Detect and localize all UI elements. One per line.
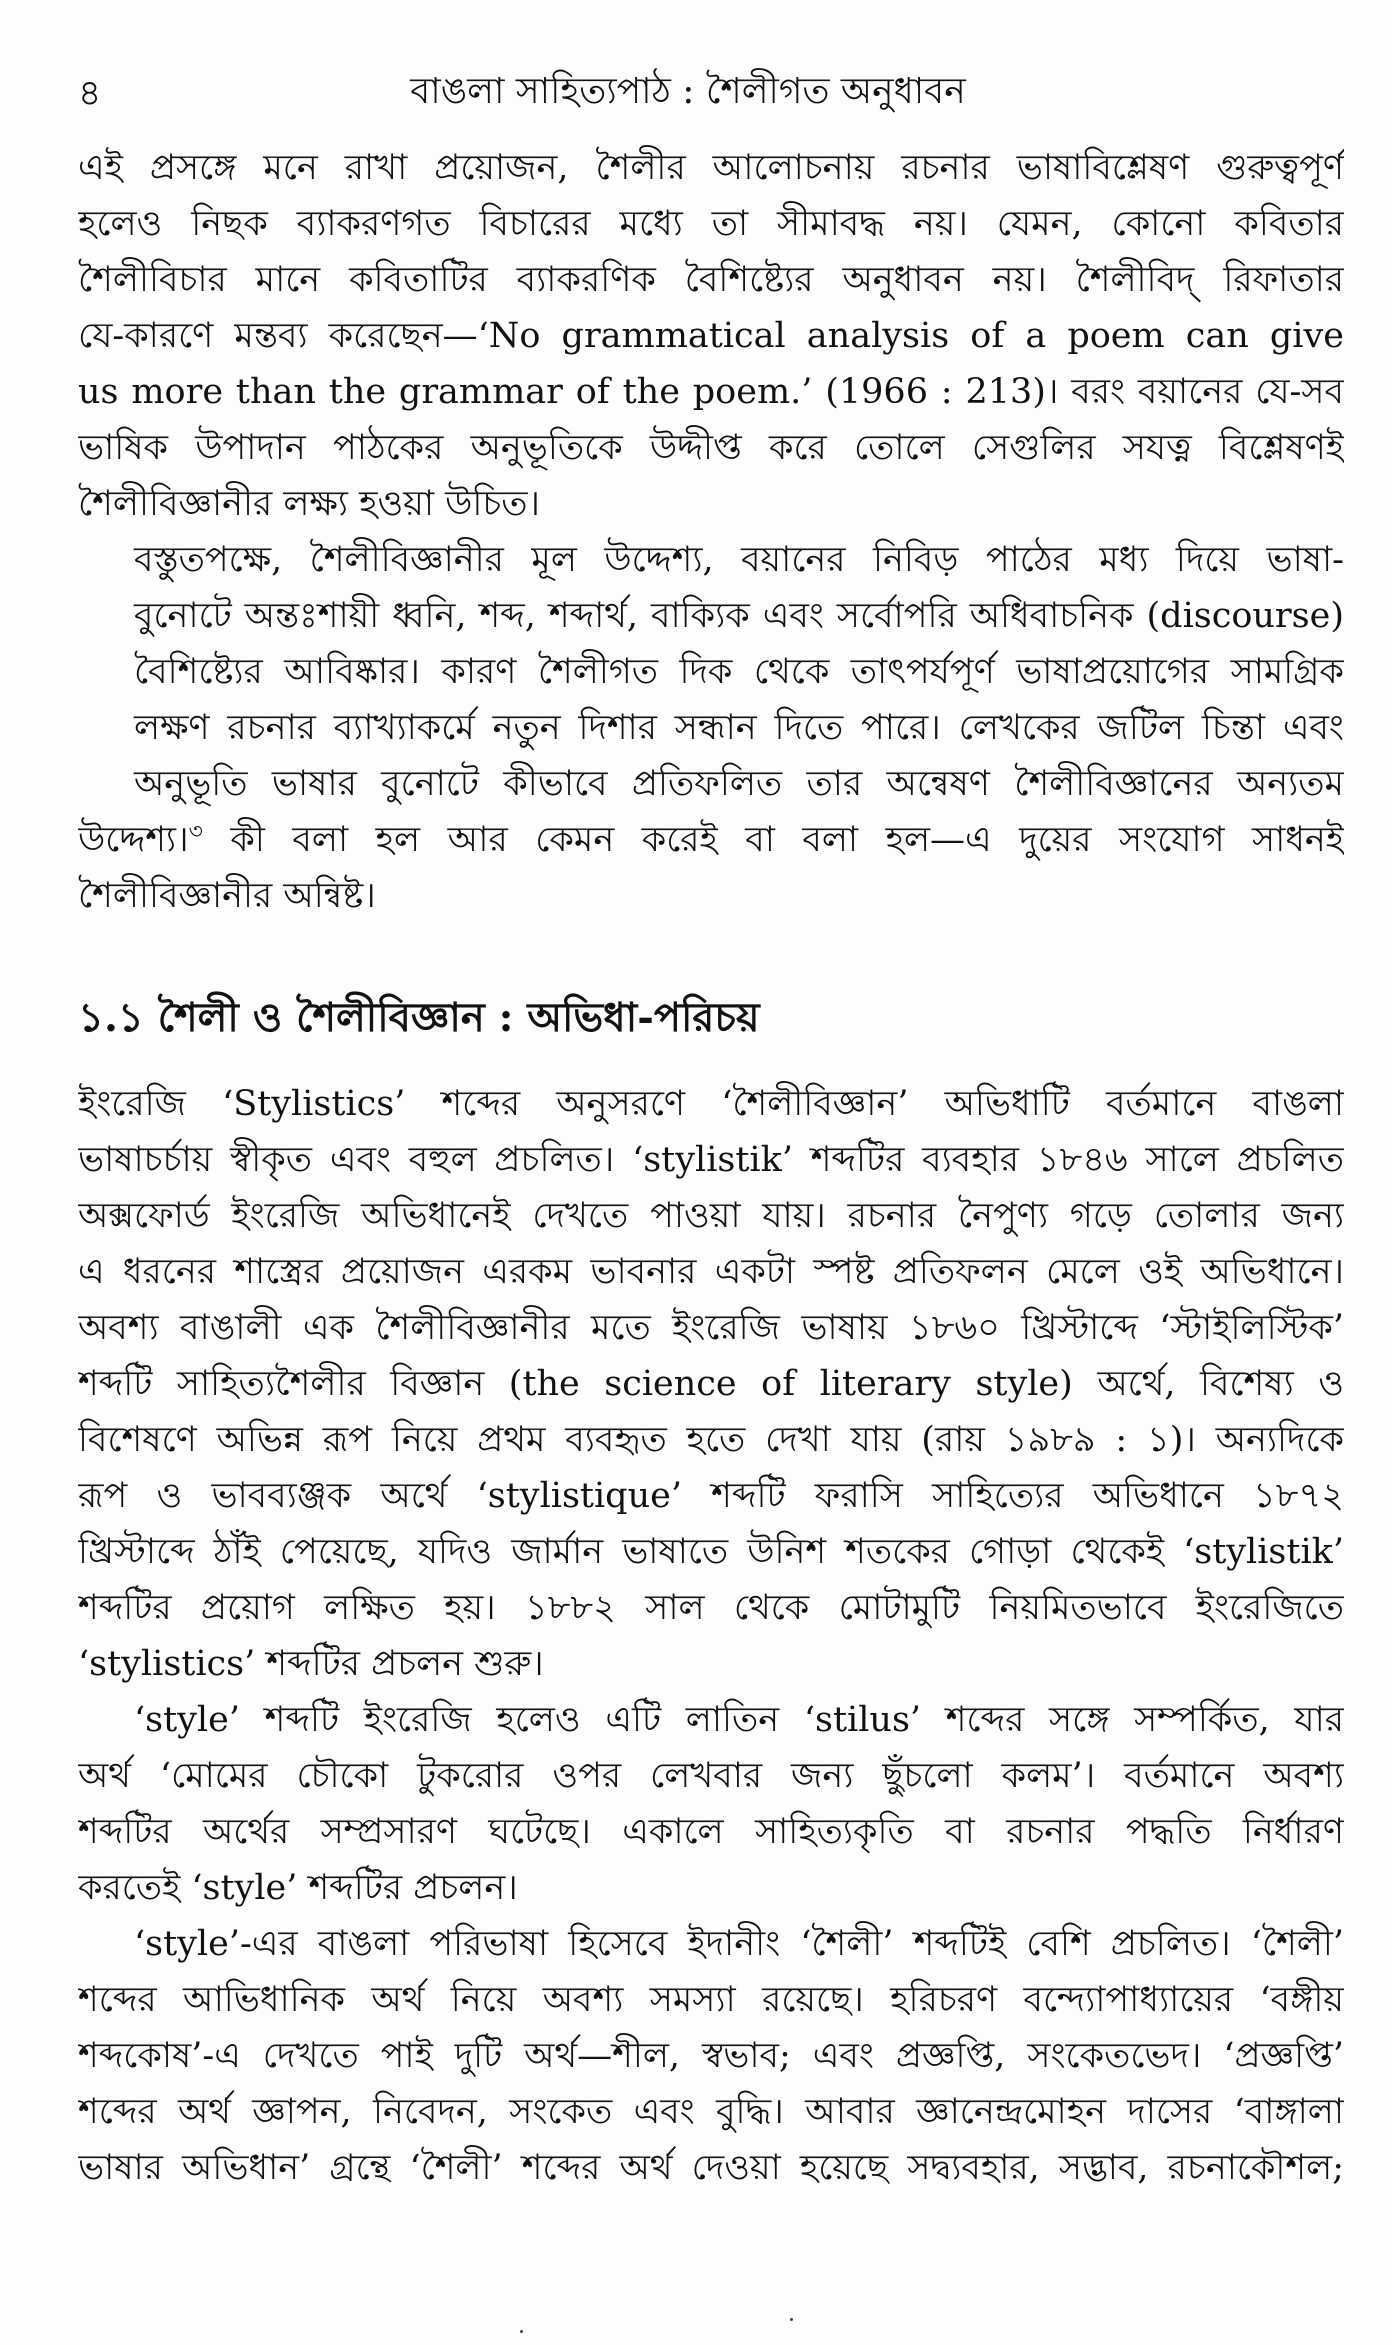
text-line: এই প্রসঙ্গে মনে রাখা প্রয়োজন, শৈলীর আলোচনায় রচনার ভাষাবিশ্লেষণ গুরুত্বপূর্ণ — [78, 148, 1344, 188]
text-line: করতেই ‘style’ শব্দটির প্রচলন। — [78, 1868, 518, 1908]
text-line: অর্থ ‘মোমের চৌকো টুকরোর ওপর লেখবার জন্য ছুঁচলো কলম’। বর্তমানে অবশ্য — [78, 1756, 1344, 1796]
text-line: রূপ ও ভাবব্যঞ্জক অর্থে ‘stylistique’ শব্দটি ফরাসি সাহিত্যের অভিধানে ১৮৭২ — [78, 1476, 1344, 1516]
text-line: শৈলীবিজ্ঞানীর অন্বিষ্ট। — [78, 876, 376, 916]
paragraph — [78, 140, 1344, 532]
text-line: us more than the grammar of the poem.’ (1966 : 213)। বরং বয়ানের যে-সব — [78, 372, 1344, 412]
text-fragment: উদ্দেশ্য। — [78, 820, 189, 860]
text-line: শব্দকোষ’-এ দেখতে পাই দুটি অর্থ—শীল, স্বভাব; এবং প্রজ্ঞপ্তি, সংকেতভেদ। ‘প্রজ্ঞপ্তি’ — [78, 2036, 1344, 2076]
running-head — [78, 62, 1358, 122]
footnote-marker: ৩ — [188, 819, 203, 845]
text-line: বুনোটে অন্তঃশায়ী ধ্বনি, শব্দ, শব্দার্থ, বাক্যিক এবং সর্বোপরি অধিবাচনিক (discourse) — [134, 596, 1344, 636]
text-line: বিশেষণে অভিন্ন রূপ নিয়ে প্রথম ব্যবহৃত হতে দেখা যায় (রায় ১৯৮৯ : ১)। অন্যদিকে — [78, 1420, 1344, 1460]
text-line: শব্দটির প্রয়োগ লক্ষিত হয়। ১৮৮২ সাল থেকে মোটামুটি নিয়মিতভাবে ইংরেজিতে — [78, 1588, 1344, 1628]
text-line: শৈলীবিজ্ঞানীর লক্ষ্য হওয়া উচিত। — [78, 484, 541, 524]
text-line: ‘stylistics’ শব্দটির প্রচলন শুরু। — [78, 1644, 544, 1684]
text-line: বস্তুতপক্ষে, শৈলীবিজ্ঞানীর মূল উদ্দেশ্য, বয়ানের নিবিড় পাঠের মধ্য দিয়ে ভাষা- — [134, 540, 1344, 580]
text-line: বৈশিষ্ট্যের আবিষ্কার। কারণ শৈলীগত দিক থেকে তাৎপর্যপূর্ণ ভাষাপ্রয়োগের সামগ্রিক — [134, 652, 1344, 692]
text-line: ইংরেজি ‘Stylistics’ শব্দের অনুসরণে ‘শৈলীবিজ্ঞান’ অভিধাটি বর্তমানে বাঙলা — [78, 1084, 1344, 1124]
running-title: বাঙলা সাহিত্যপাঠ : শৈলীগত অনুধাবন — [410, 71, 966, 112]
text-line: লক্ষণ রচনার ব্যাখ্যাকর্মে নতুন দিশার সন্ধান দিতে পারে। লেখকের জটিল চিন্তা এবং — [134, 708, 1344, 748]
text-line: ভাষার অভিধান’ গ্রন্থে ‘শৈলী’ শব্দের অর্থ দেওয়া হয়েছে সদ্ব্যবহার, সদ্ভাব, রচনাকৌশল; — [78, 2148, 1344, 2188]
text-line: ‘style’ শব্দটি ইংরেজি হলেও এটি লাতিন ‘stilus’ শব্দের সঙ্গে সম্পর্কিত, যার — [134, 1700, 1344, 1740]
text-line: এ ধরনের শাস্ত্রের প্রয়োজন এরকম ভাবনার একটা স্পষ্ট প্রতিফলন মেলে ওই অভিধানে। — [78, 1252, 1344, 1292]
paragraph — [78, 1076, 1344, 1692]
paragraph — [78, 1692, 1344, 1916]
text-line-with-footnote — [78, 812, 1344, 868]
text-line: শব্দটির অর্থের সম্প্রসারণ ঘটেছে। একালে সাহিত্যকৃতি বা রচনার পদ্ধতি নির্ধারণ — [78, 1812, 1344, 1852]
text-fragment: কী বলা হল আর কেমন করেই বা বলা হল—এ দুয়ের সংযোগ সাধনই — [202, 820, 1344, 860]
body-text — [78, 140, 1344, 2196]
section-heading: ১.১ শৈলী ও শৈলীবিজ্ঞান : অভিধা-পরিচয় — [78, 994, 760, 1041]
print-speck — [790, 2318, 793, 2321]
paragraph — [78, 1916, 1344, 2196]
text-line: শৈলীবিচার মানে কবিতাটির ব্যাকরণিক বৈশিষ্ট্যের অনুধাবন নয়। শৈলীবিদ্‌ রিফাতার — [78, 260, 1344, 300]
text-line: ভাষাচর্চায় স্বীকৃত এবং বহুল প্রচলিত। ‘stylistik’ শব্দটির ব্যবহার ১৮৪৬ সালে প্রচলিত — [78, 1140, 1344, 1180]
print-speck — [520, 2330, 523, 2333]
text-line: ভাষিক উপাদান পাঠকের অনুভূতিকে উদ্দীপ্ত করে তোলে সেগুলির সযত্ন বিশ্লেষণই — [78, 428, 1344, 468]
text-line: শব্দের অর্থ জ্ঞাপন, নিবেদন, সংকেত এবং বুদ্ধি। আবার জ্ঞানেন্দ্রমোহন দাসের ‘বাঙ্গালা — [78, 2092, 1344, 2132]
page-number: ৪ — [78, 73, 102, 114]
text-line: শব্দের আভিধানিক অর্থ নিয়ে অবশ্য সমস্যা রয়েছে। হরিচরণ বন্দ্যোপাধ্যায়ের ‘বঙ্গীয় — [78, 1980, 1344, 2020]
text-line: অনুভূতি ভাষার বুনোটে কীভাবে প্রতিফলিত তার অন্বেষণ শৈলীবিজ্ঞানের অন্যতম — [134, 764, 1344, 804]
text-line: অবশ্য বাঙালী এক শৈলীবিজ্ঞানীর মতে ইংরেজি ভাষায় ১৮৬০ খ্রিস্টাব্দে ‘স্টাইলিস্টিক’ — [78, 1308, 1344, 1348]
paragraph — [78, 532, 1344, 924]
text-line: ‘style’-এর বাঙলা পরিভাষা হিসেবে ইদানীং ‘শৈলী’ শব্দটিই বেশি প্রচলিত। ‘শৈলী’ — [134, 1924, 1344, 1964]
text-line: শব্দটি সাহিত্যশৈলীর বিজ্ঞান (the science of literary style) অর্থে, বিশেষ্য ও — [78, 1364, 1344, 1404]
text-line: হলেও নিছক ব্যাকরণগত বিচারের মধ্যে তা সীমাবদ্ধ নয়। যেমন, কোনো কবিতার — [78, 204, 1344, 244]
text-line: খ্রিস্টাব্দে ঠাঁই পেয়েছে, যদিও জার্মান ভাষাতে উনিশ শতকের গোড়া থেকেই ‘stylistik’ — [78, 1532, 1344, 1572]
text-line: যে-কারণে মন্তব্য করেছেন—‘No grammatical analysis of a poem can give — [78, 316, 1344, 356]
text-line: অক্সফোর্ড ইংরেজি অভিধানেই দেখতে পাওয়া যায়। রচনার নৈপুণ্য গড়ে তোলার জন্য — [78, 1196, 1344, 1236]
